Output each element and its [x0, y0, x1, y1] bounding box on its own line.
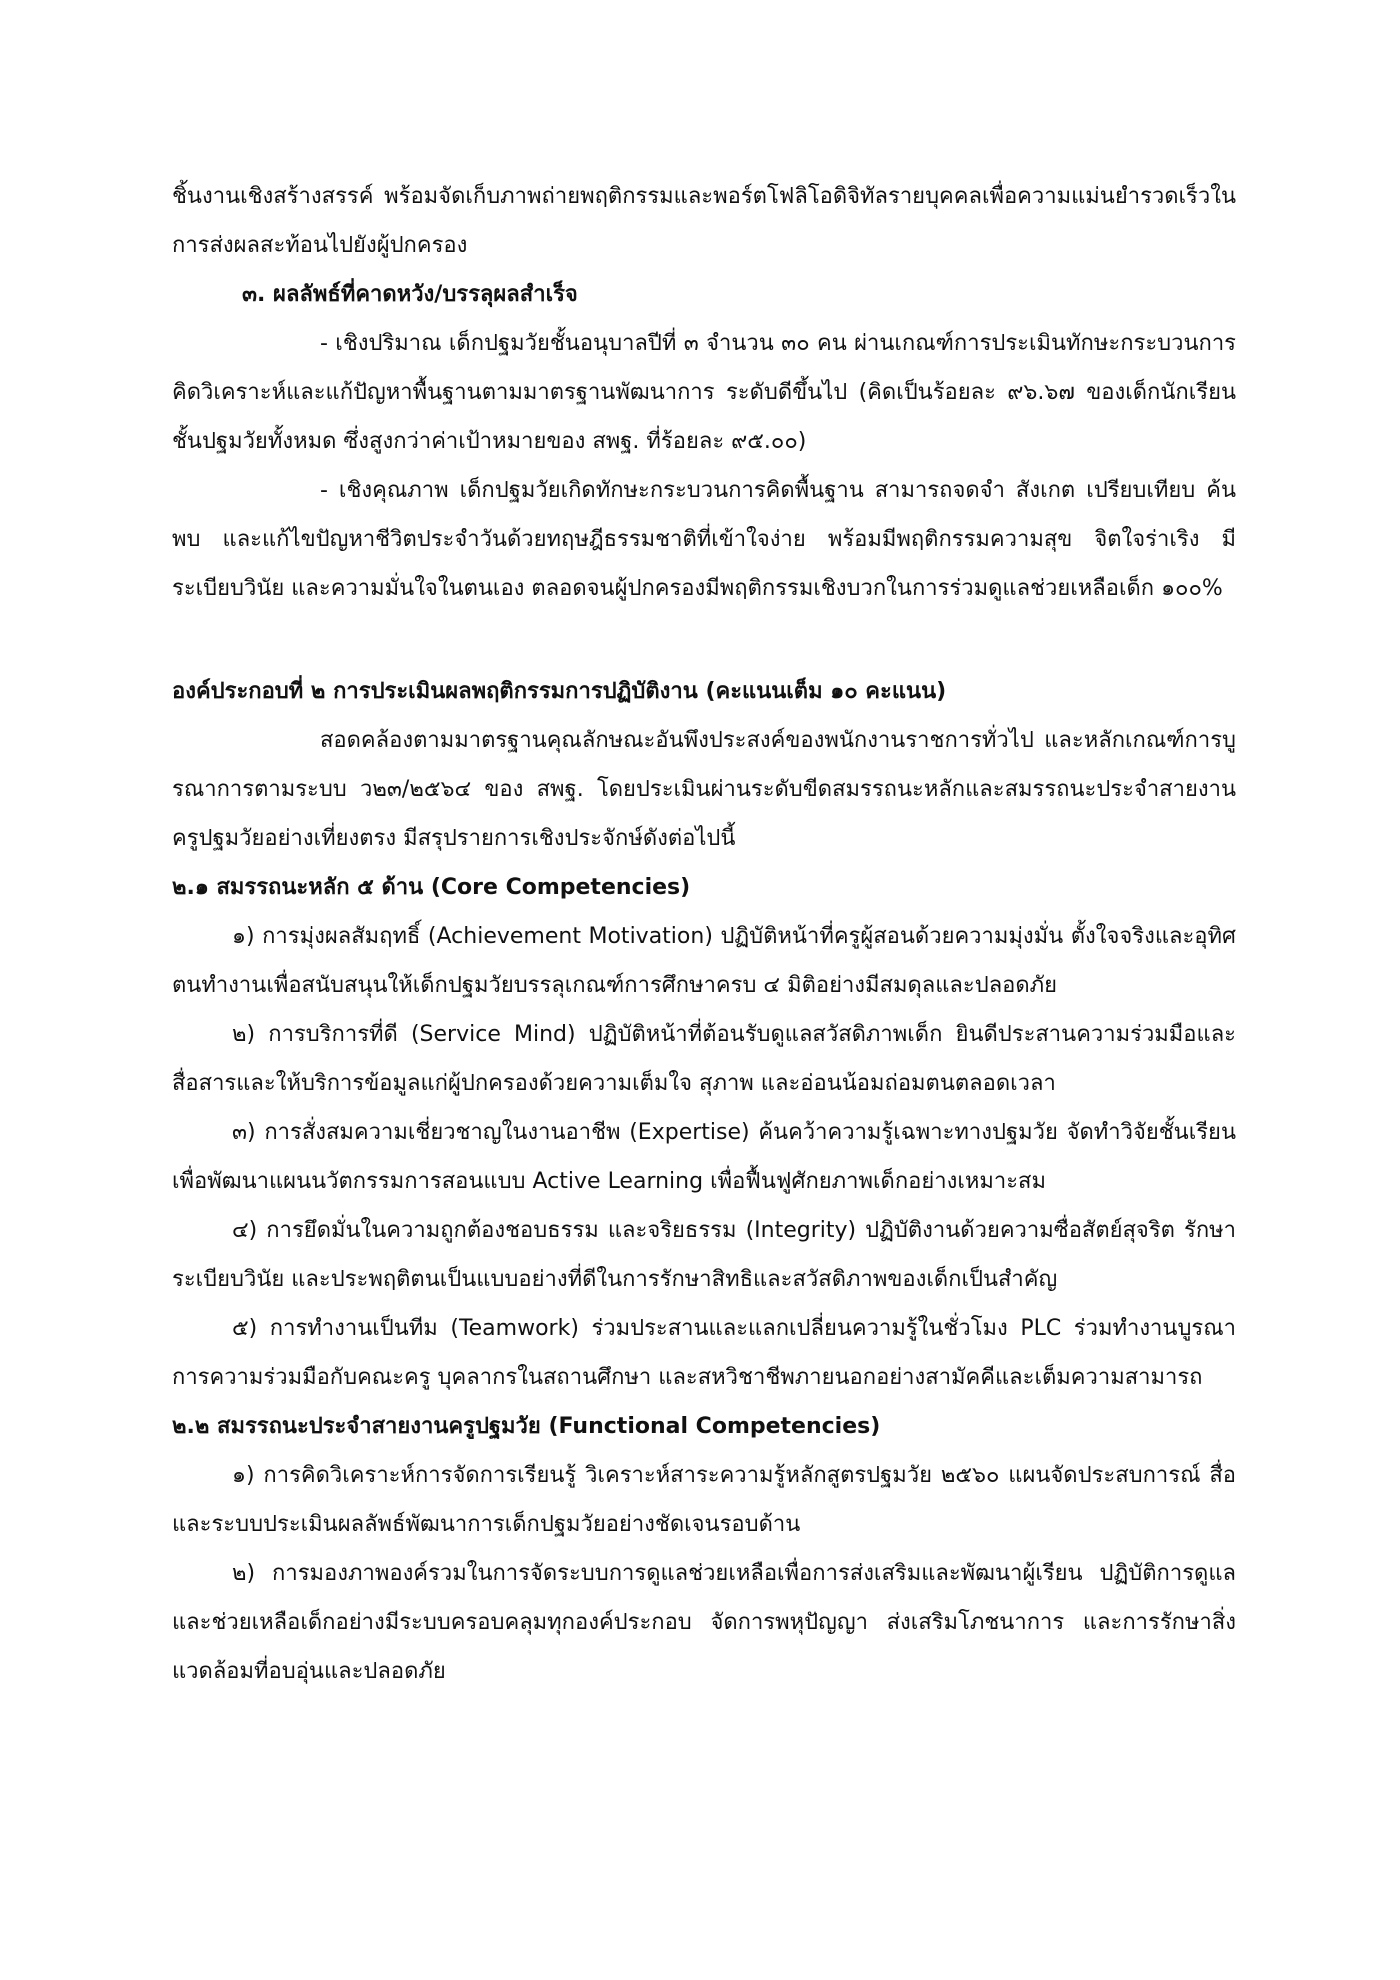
- body-paragraph: - เชิงปริมาณ เด็กปฐมวัยชั้นอนุบาลปีที่ ๓ จำนวน ๓๐ คน ผ่านเกณฑ์การประเมินทักษะกระบวนการคิดวิเคราะห์และแก้ปัญหาพื้นฐานตามมาตรฐานพัฒนาการ ระดับดีขึ้นไป (คิดเป็นร้อยละ ๙๖.๖๗ ของเด็กนักเรียนชั้นปฐมวัยทั้งหมด ซึ่งสูงกว่าค่าเป้าหมายของ สพฐ. ที่ร้อยละ ๙๕.๐๐): [172, 331, 1236, 454]
- list-item: ๓) การสั่งสมความเชี่ยวชาญในงานอาชีพ (Expertise) ค้นคว้าความรู้เฉพาะทางปฐมวัย จัดทำวิจัยชั้นเรียนเพื่อพัฒนาแผนนวัตกรรมการสอนแบบ Active Learning เพื่อฟื้นฟูศักยภาพเด็กอย่างเหมาะสม: [172, 1120, 1236, 1194]
- section-heading: ๓. ผลลัพธ์ที่คาดหวัง/บรรลุผลสำเร็จ: [242, 282, 578, 307]
- body-paragraph: - เชิงคุณภาพ เด็กปฐมวัยเกิดทักษะกระบวนการคิดพื้นฐาน สามารถจดจำ สังเกต เปรียบเทียบ ค้นพบ และแก้ไขปัญหาชีวิตประจำวันด้วยทฤษฎีธรรมชาติที่เข้าใจง่าย พร้อมมีพฤติกรรมความสุข จิตใจร่าเริง มีระเบียบวินัย และความมั่นใจในตนเอง ตลอดจนผู้ปกครองมีพฤติกรรมเชิงบวกในการร่วมดูแลช่วยเหลือเด็ก ๑๐๐%: [172, 478, 1236, 601]
- document-page: [172, 172, 1236, 1696]
- subsection-heading: ๒.๒ สมรรถนะประจำสายงานครูปฐมวัย (Functional Competencies): [172, 1414, 881, 1439]
- section-heading: องค์ประกอบที่ ๒ การประเมินผลพฤติกรรมการปฏิบัติงาน (คะแนนเต็ม ๑๐ คะแนน): [172, 679, 947, 704]
- list-item: ๑) การมุ่งผลสัมฤทธิ์ (Achievement Motivation) ปฏิบัติหน้าที่ครูผู้สอนด้วยความมุ่งมั่น ตั้งใจจริงและอุทิศตนทำงานเพื่อสนับสนุนให้เด็กปฐมวัยบรรลุเกณฑ์การศึกษาครบ ๔ มิติอย่างมีสมดุลและปลอดภัย: [172, 924, 1236, 998]
- body-paragraph: ชิ้นงานเชิงสร้างสรรค์ พร้อมจัดเก็บภาพถ่ายพฤติกรรมและพอร์ตโฟลิโอดิจิทัลรายบุคคลเพื่อความแม่นยำรวดเร็วในการส่งผลสะท้อนไปยังผู้ปกครอง: [172, 184, 1236, 258]
- list-item: ๒) การมองภาพองค์รวมในการจัดระบบการดูแลช่วยเหลือเพื่อการส่งเสริมและพัฒนาผู้เรียน ปฏิบัติการดูแลและช่วยเหลือเด็กอย่างมีระบบครอบคลุมทุกองค์ประกอบ จัดการพหุปัญญา ส่งเสริมโภชนาการ และการรักษาสิ่งแวดล้อมที่อบอุ่นและปลอดภัย: [172, 1561, 1236, 1684]
- list-item: ๒) การบริการที่ดี (Service Mind) ปฏิบัติหน้าที่ต้อนรับดูแลสวัสดิภาพเด็ก ยินดีประสานความร่วมมือและสื่อสารและให้บริการข้อมูลแก่ผู้ปกครองด้วยความเต็มใจ สุภาพ และอ่อนน้อมถ่อมตนตลอดเวลา: [172, 1022, 1236, 1096]
- list-item: ๑) การคิดวิเคราะห์การจัดการเรียนรู้ วิเคราะห์สาระความรู้หลักสูตรปฐมวัย ๒๕๖๐ แผนจัดประสบการณ์ สื่อ และระบบประเมินผลลัพธ์พัฒนาการเด็กปฐมวัยอย่างชัดเจนรอบด้าน: [172, 1463, 1236, 1537]
- paragraph-gap: [172, 613, 1236, 667]
- subsection-heading: ๒.๑ สมรรถนะหลัก ๕ ด้าน (Core Competencies): [172, 875, 691, 900]
- body-paragraph: สอดคล้องตามมาตรฐานคุณลักษณะอันพึงประสงค์ของพนักงานราชการทั่วไป และหลักเกณฑ์การบูรณาการตามระบบ ว๒๓/๒๕๖๔ ของ สพฐ. โดยประเมินผ่านระดับขีดสมรรถนะหลักและสมรรถนะประจำสายงานครูปฐมวัยอย่างเที่ยงตรง มีสรุปรายการเชิงประจักษ์ดังต่อไปนี้: [172, 728, 1236, 851]
- list-item: ๕) การทำงานเป็นทีม (Teamwork) ร่วมประสานและแลกเปลี่ยนความรู้ในชั่วโมง PLC ร่วมทำงานบูรณาการความร่วมมือกับคณะครู บุคลากรในสถานศึกษา และสหวิชาชีพภายนอกอย่างสามัคคีและเต็มความสามารถ: [172, 1316, 1236, 1390]
- list-item: ๔) การยึดมั่นในความถูกต้องชอบธรรม และจริยธรรม (Integrity) ปฏิบัติงานด้วยความซื่อสัตย์สุจริต รักษาระเบียบวินัย และประพฤติตนเป็นแบบอย่างที่ดีในการรักษาสิทธิและสวัสดิภาพของเด็กเป็นสำคัญ: [172, 1218, 1236, 1292]
